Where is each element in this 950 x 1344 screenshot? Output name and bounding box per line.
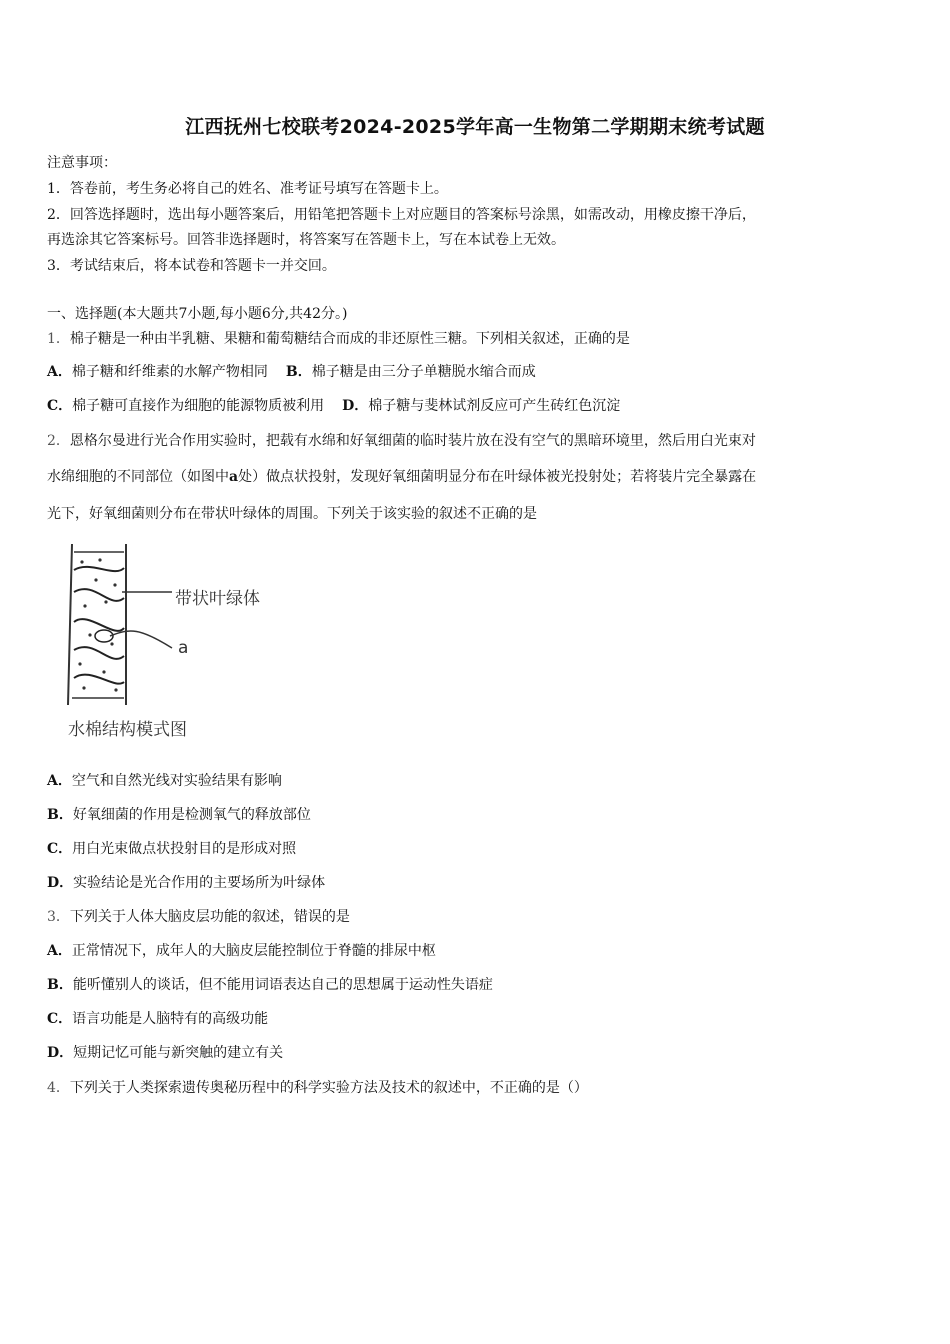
- question-3: [47, 906, 350, 926]
- figure-caption: 水棉结构模式图: [68, 720, 187, 740]
- option-letter: D．: [47, 1045, 74, 1061]
- question-2: [47, 430, 756, 450]
- option-d: [47, 872, 325, 892]
- option-text: 棉子糖和纤维素的水解产物相同: [71, 364, 268, 380]
- notice-item: 3．考试结束后，将本试卷和答题卡一并交回。: [47, 258, 336, 274]
- option-letter: A．: [47, 364, 72, 380]
- option-b: [47, 974, 493, 994]
- option-text: 实验结论是光合作用的主要场所为叶绿体: [73, 875, 326, 891]
- option-text: 空气和自然光线对实验结果有影响: [71, 773, 282, 789]
- question-2-line3: 光下，好氧细菌则分布在带状叶绿体的周围。下列关于该实验的叙述不正确的是: [47, 506, 537, 522]
- option-text: 语言功能是人脑特有的高级功能: [72, 1011, 269, 1027]
- option-letter: D．: [342, 398, 369, 414]
- option-c: [47, 1008, 268, 1028]
- question-number: 3．: [47, 909, 70, 925]
- option-a: [47, 770, 282, 790]
- stem-text: 处）做点状投射，发现好氧细菌明显分布在叶绿体被光投射处；若将装片完全暴露在: [238, 469, 757, 485]
- option-letter: B．: [285, 364, 312, 380]
- option-letter: C．: [47, 1011, 73, 1027]
- label-chloroplast: 带状叶绿体: [175, 589, 260, 609]
- option-text: 短期记忆可能与新突触的建立有关: [73, 1045, 284, 1061]
- option-text: 用白光束做点状投射目的是形成对照: [72, 841, 297, 857]
- stem-text: 水绵细胞的不同部位（如图中: [47, 469, 229, 485]
- section-heading: 一、选择题(本大题共7小题,每小题6分,共42分。): [47, 306, 348, 322]
- question-2-line2: [47, 466, 756, 486]
- question-stem: 棉子糖是一种由半乳糖、果糖和葡萄糖结合而成的非还原性三糖。下列相关叙述，正确的是: [69, 331, 630, 347]
- option-text: 棉子糖与斐林试剂反应可产生砖红色沉淀: [368, 398, 621, 414]
- option-text: 棉子糖是由三分子单糖脱水缩合而成: [311, 364, 536, 380]
- option-b: [47, 804, 311, 824]
- option-letter: C．: [47, 841, 73, 857]
- notice-heading: 注意事项：: [47, 155, 117, 171]
- option-letter: B．: [47, 807, 73, 823]
- notice-item: 2．回答选择题时，选出每小题答案后，用铅笔把答题卡上对应题目的答案标号涂黑，如需改动，用橡皮擦干净后，: [47, 207, 756, 223]
- option-d: [47, 1042, 283, 1062]
- spirogyra-figure: [60, 540, 290, 745]
- page-title: 江西抚州七校联考2024-2025学年高一生物第二学期期末统考试题: [185, 116, 765, 138]
- option-letter: A．: [47, 943, 72, 959]
- option-c: [47, 838, 296, 858]
- option-text: 能听懂别人的谈话，但不能用词语表达自己的思想属于运动性失语症: [72, 977, 493, 993]
- option-letter: A．: [47, 773, 72, 789]
- q1-options-ab: [47, 361, 536, 381]
- option-letter: C．: [47, 398, 73, 414]
- option-text: 棉子糖可直接作为细胞的能源物质被利用: [72, 398, 325, 414]
- question-number: 4．: [47, 1080, 70, 1096]
- question-4: [47, 1077, 588, 1097]
- stem-bold: a: [229, 469, 239, 485]
- option-text: 正常情况下，成年人的大脑皮层能控制位于脊髓的排尿中枢: [71, 943, 436, 959]
- question-stem: 恩格尔曼进行光合作用实验时，把载有水绵和好氧细菌的临时装片放在没有空气的黑暗环境里，然后用白光束对: [69, 433, 756, 449]
- question-number: 1．: [47, 331, 70, 347]
- question-number: 2．: [47, 433, 70, 449]
- question-stem: 下列关于人体大脑皮层功能的叙述，错误的是: [69, 909, 350, 925]
- label-a: a: [178, 638, 189, 658]
- option-letter: D．: [47, 875, 74, 891]
- notice-item: 再选涂其它答案标号。回答非选择题时，将答案写在答题卡上，写在本试卷上无效。: [47, 232, 565, 248]
- q1-options-cd: [47, 395, 620, 415]
- option-text: 好氧细菌的作用是检测氧气的释放部位: [72, 807, 311, 823]
- option-a: [47, 940, 436, 960]
- notice-item: 1．答卷前，考生务必将自己的姓名、准考证号填写在答题卡上。: [47, 181, 448, 197]
- question-stem: 下列关于人类探索遗传奥秘历程中的科学实验方法及技术的叙述中，不正确的是（）: [69, 1080, 588, 1096]
- option-letter: B．: [47, 977, 73, 993]
- question-1: [47, 328, 630, 348]
